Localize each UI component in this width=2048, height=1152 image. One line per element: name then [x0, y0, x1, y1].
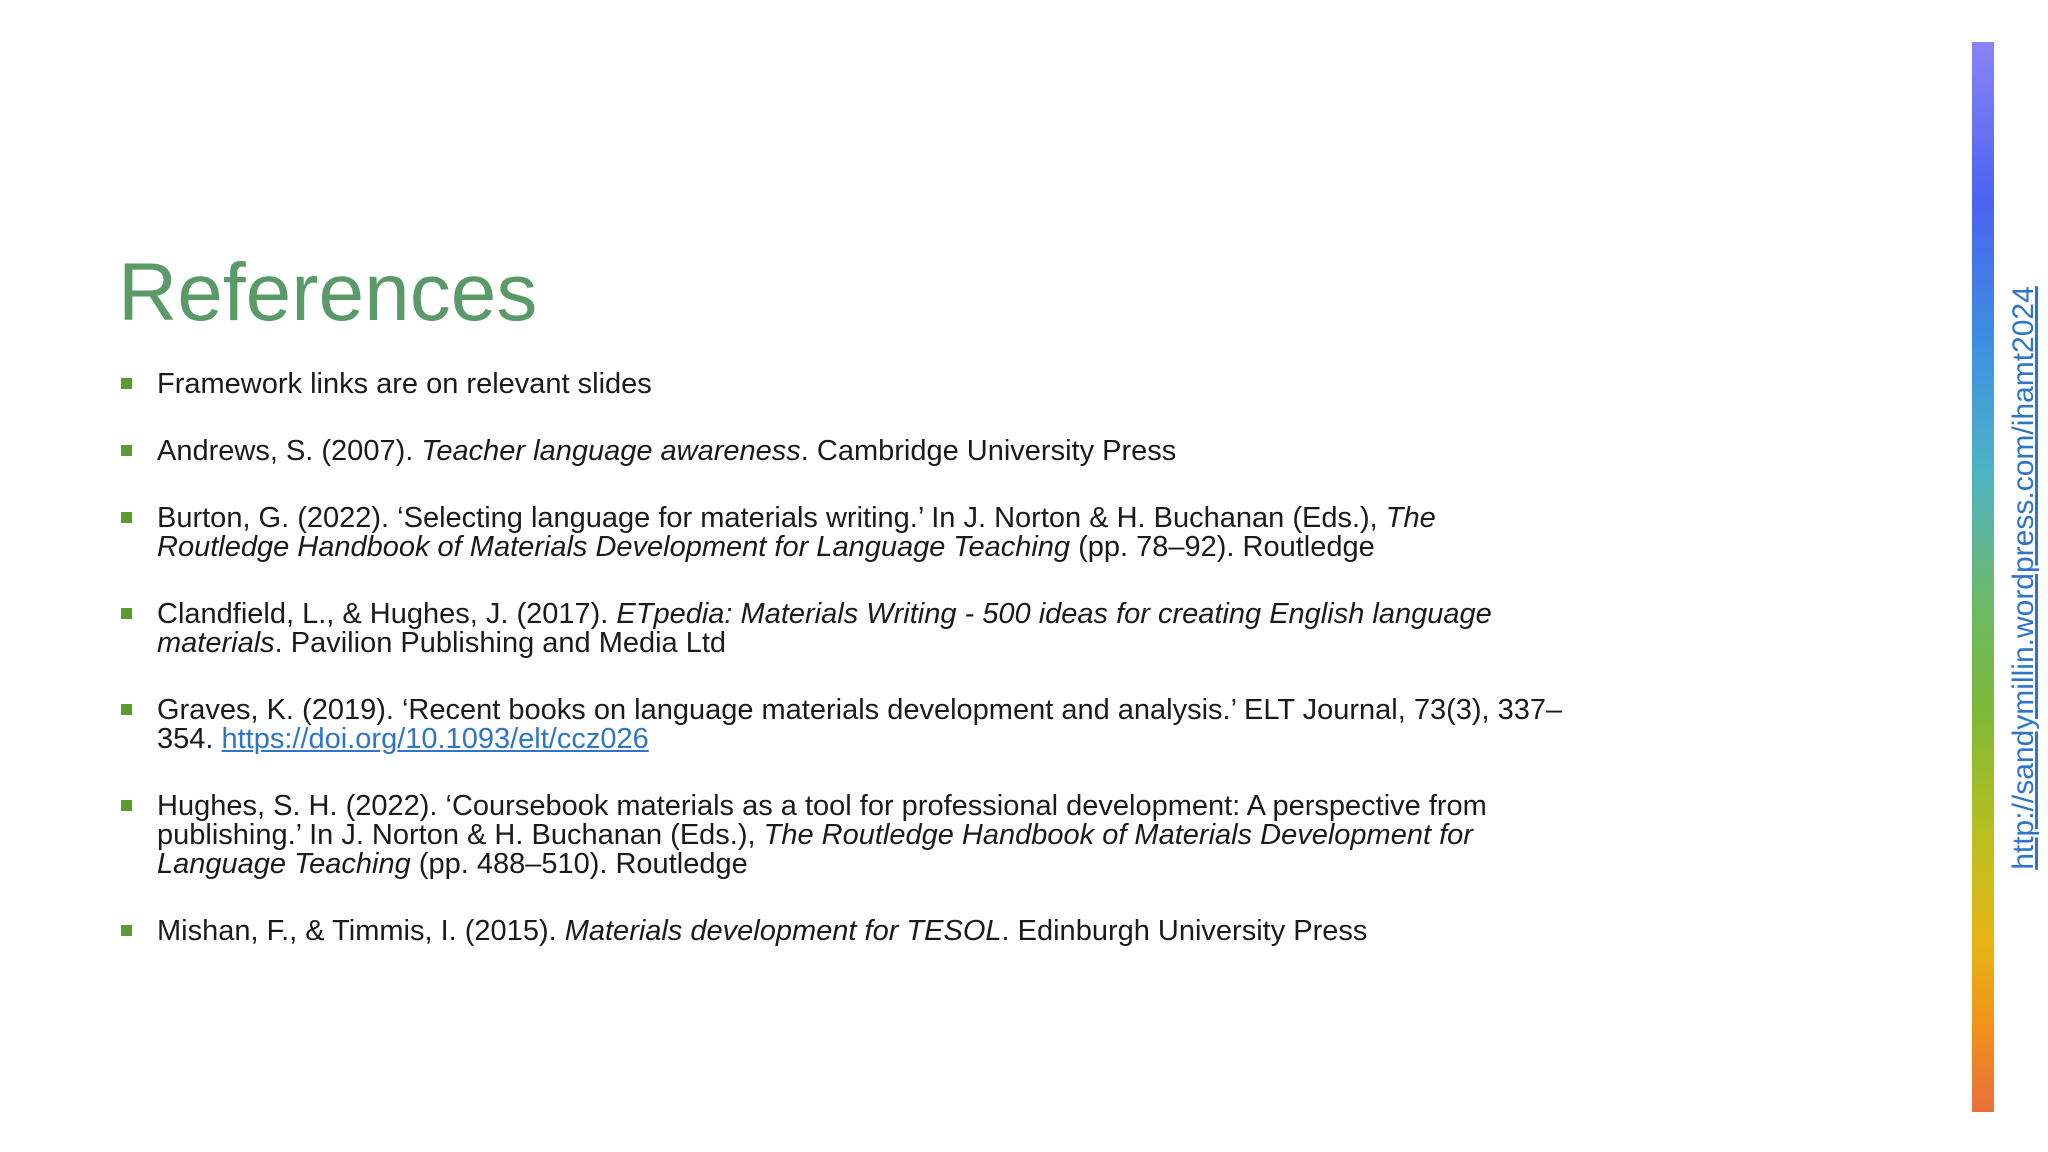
reference-segment: (pp. 78–92). Routledge — [1070, 531, 1375, 563]
reference-segment: . Cambridge University Press — [800, 435, 1177, 467]
reference-segment: Framework links are on relevant slides — [157, 368, 652, 400]
reference-item — [120, 792, 1570, 879]
reference-item — [120, 917, 1570, 946]
reference-title-italic: Teacher language awareness — [421, 435, 801, 467]
reference-text — [157, 435, 1176, 467]
reference-item — [120, 504, 1570, 562]
reference-text — [157, 790, 1487, 880]
reference-segment: . Edinburgh University Press — [1001, 915, 1368, 947]
side-url-link[interactable]: http://sandymillin.wordpress.com/ihamt2024 — [2007, 286, 2040, 870]
reference-segment: Andrews, S. (2007). — [157, 435, 422, 467]
reference-text — [157, 502, 1436, 563]
reference-text — [157, 368, 652, 400]
reference-title-italic: The Routledge Handbook of Materials Development for Language Teaching — [157, 819, 1473, 880]
reference-segment: . Pavilion Publishing and Media Ltd — [274, 627, 727, 659]
square-bullet-icon — [121, 704, 132, 715]
reference-text — [157, 598, 1492, 659]
square-bullet-icon — [121, 925, 132, 936]
reference-segment: Clandfield, L., & Hughes, J. (2017). — [157, 598, 617, 630]
square-bullet-icon — [121, 608, 132, 619]
square-bullet-icon — [121, 378, 132, 389]
reference-segment: (pp. 488–510). Routledge — [410, 848, 748, 880]
gradient-side-bar — [1972, 42, 1994, 1112]
reference-title-italic: The Routledge Handbook of Materials Development for Language Teaching — [157, 502, 1436, 563]
square-bullet-icon — [121, 800, 132, 811]
page-title: References — [118, 247, 538, 338]
reference-item — [120, 696, 1570, 754]
square-bullet-icon — [121, 512, 132, 523]
square-bullet-icon — [121, 445, 132, 456]
reference-text — [157, 915, 1367, 947]
reference-title-italic: Materials development for TESOL — [564, 915, 1002, 947]
reference-item — [120, 437, 1570, 466]
reference-segment: Burton, G. (2022). ‘Selecting language for materials writing.’ In J. Norton & H. Buchanan (Eds.), — [157, 502, 1386, 534]
reference-segment: Graves, K. (2019). ‘Recent books on language materials development and analysis.’ ELT Journal, 73(3), 337–354. — [157, 694, 1563, 755]
reference-segment: Hughes, S. H. (2022). ‘Coursebook materials as a tool for professional development: A perspective from publishing.’ In J. Norton & H. Buchanan (Eds.), — [157, 790, 1487, 851]
reference-item — [120, 370, 1570, 399]
reference-title-italic: ETpedia: Materials Writing - 500 ideas for creating English language materials — [157, 598, 1492, 659]
reference-item — [120, 600, 1570, 658]
doi-link[interactable]: https://doi.org/10.1093/elt/ccz026 — [221, 723, 649, 755]
reference-list — [120, 370, 1570, 946]
reference-segment: Mishan, F., & Timmis, I. (2015). — [157, 915, 565, 947]
reference-text — [157, 694, 1562, 755]
